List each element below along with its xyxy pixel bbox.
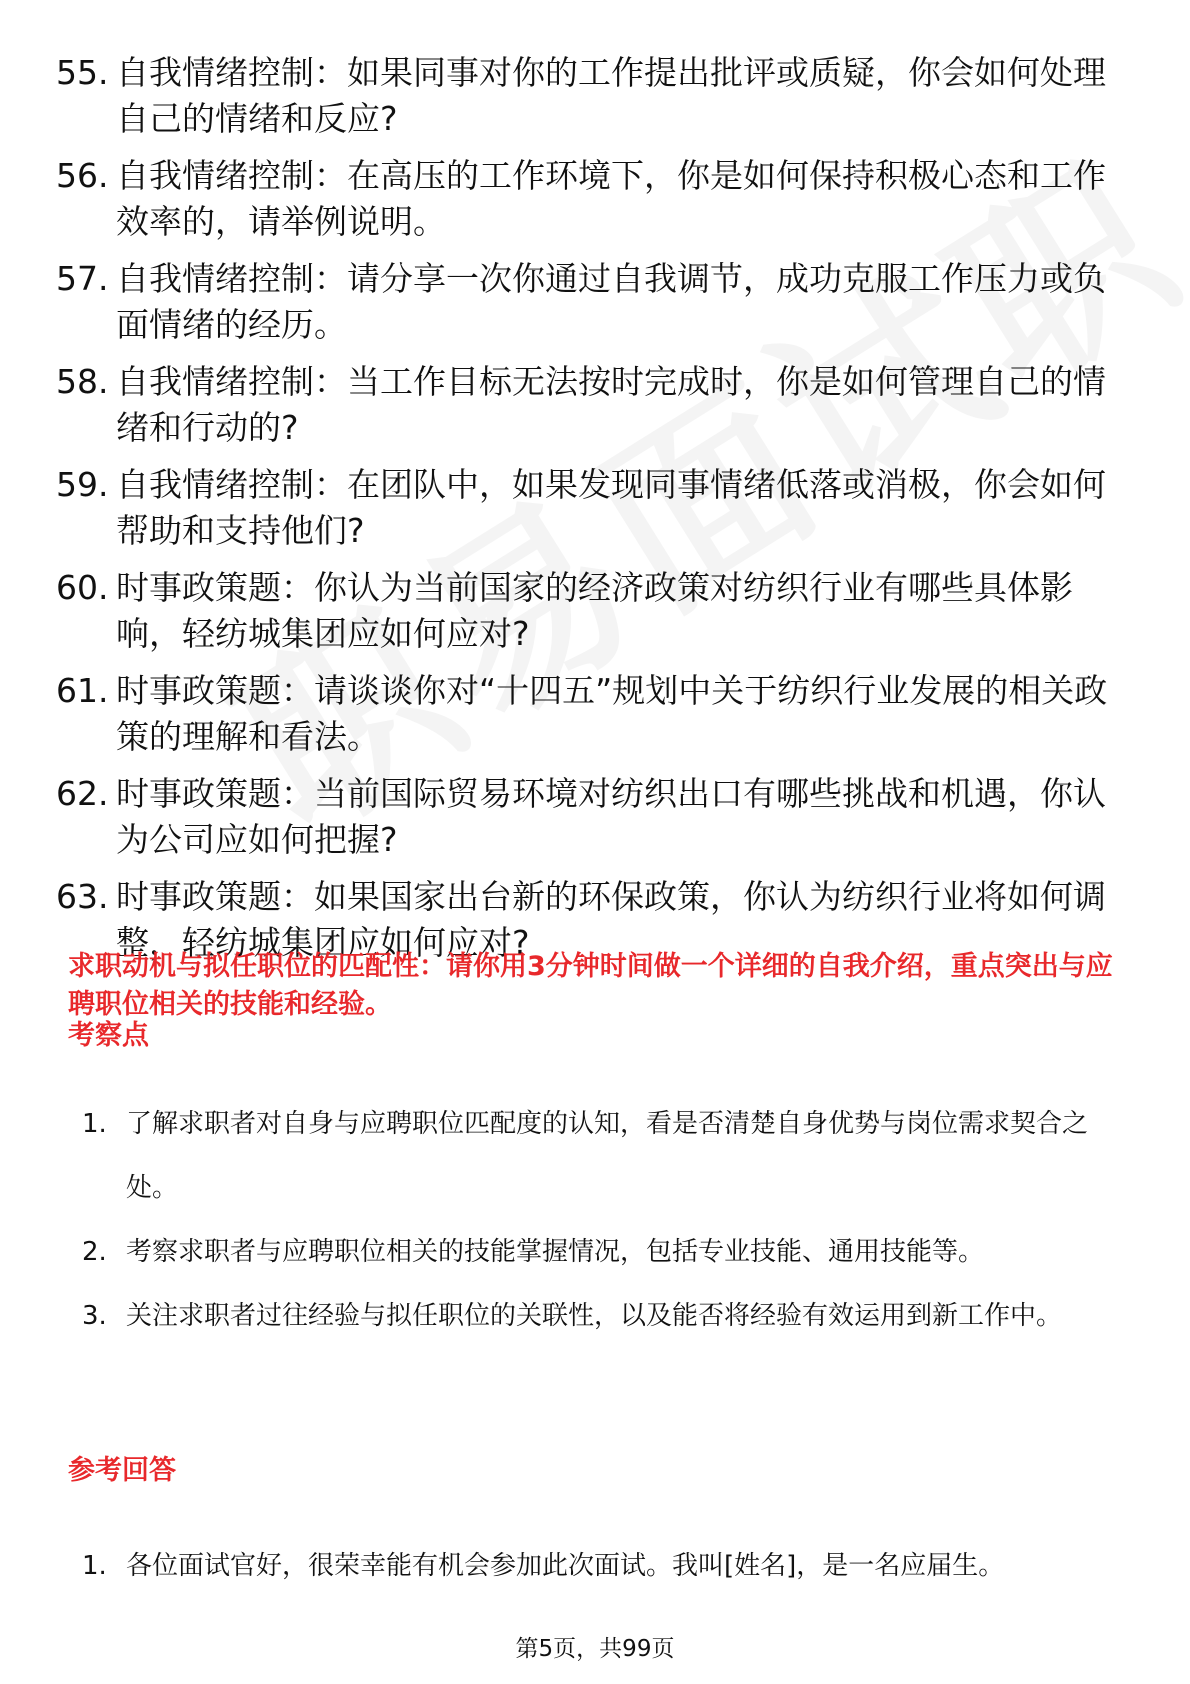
point-text: 了解求职者对自身与应聘职位匹配度的认知，看是否清楚自身优势与岗位需求契合之处。 <box>126 1109 1089 1203</box>
point-text: 各位面试官好，很荣幸能有机会参加此次面试。我叫[姓名]，是一名应届生。 <box>126 1551 1005 1581</box>
question-text: 自我情绪控制：如果同事对你的工作提出批评或质疑，你会如何处理自己的情绪和反应? <box>116 53 1106 138</box>
question-number: 55. <box>56 53 109 92</box>
question-text: 自我情绪控制：在高压的工作环境下，你是如何保持积极心态和工作效率的，请举例说明。 <box>116 156 1106 241</box>
question-number: 57. <box>56 259 109 298</box>
huida-heading: 参考回答 <box>68 1455 176 1486</box>
question-text: 自我情绪控制：请分享一次你通过自我调节，成功克服工作压力或负面情绪的经历。 <box>116 259 1106 344</box>
page-footer: 第5页，共99页 <box>515 1636 675 1662</box>
point-text: 关注求职者过往经验与拟任职位的关联性，以及能否将经验有效运用到新工作中。 <box>126 1301 1063 1331</box>
kaocha-point <box>82 1220 1137 1284</box>
question-text: 自我情绪控制：在团队中，如果发现同事情绪低落或消极，你会如何帮助和支持他们? <box>116 465 1106 550</box>
question-text: 时事政策题：请谈谈你对“十四五”规划中关于纺织行业发展的相关政策的理解和看法。 <box>116 671 1108 756</box>
kaocha-point-list <box>82 1092 1137 1348</box>
huida-point <box>82 1534 1137 1598</box>
question-text: 时事政策题：你认为当前国家的经济政策对纺织行业有哪些具体影响，轻纺城集团应如何应对? <box>116 568 1073 653</box>
point-number: 1. <box>82 1551 107 1581</box>
question-item <box>56 771 1136 863</box>
question-item <box>56 668 1136 760</box>
point-number: 3. <box>82 1301 107 1331</box>
question-item <box>56 462 1136 554</box>
question-item <box>56 565 1136 657</box>
point-number: 2. <box>82 1237 107 1267</box>
section-heading: 求职动机与拟任职位的匹配性：请你用3分钟时间做一个详细的自我介绍，重点突出与应聘职位相关的技能和经验。 <box>68 951 1113 1020</box>
question-item <box>56 50 1136 142</box>
kaocha-point <box>82 1092 1137 1220</box>
point-text: 考察求职者与应聘职位相关的技能掌握情况，包括专业技能、通用技能等。 <box>126 1237 985 1267</box>
question-text: 自我情绪控制：当工作目标无法按时完成时，你是如何管理自己的情绪和行动的? <box>116 362 1106 447</box>
question-number: 56. <box>56 156 109 195</box>
question-number: 60. <box>56 568 109 607</box>
huida-point-list <box>82 1534 1137 1598</box>
point-number: 1. <box>82 1109 107 1139</box>
question-item <box>56 256 1136 348</box>
question-list <box>56 50 1136 977</box>
question-number: 61. <box>56 671 109 710</box>
question-number: 58. <box>56 362 109 401</box>
question-number: 62. <box>56 774 109 813</box>
question-number: 63. <box>56 877 109 916</box>
kaocha-heading: 考察点 <box>68 1020 149 1051</box>
question-number: 59. <box>56 465 109 504</box>
question-text: 时事政策题：如果国家出台新的环保政策，你认为纺织行业将如何调整，轻纺城集团应如何应对? <box>116 877 1106 962</box>
question-item <box>56 153 1136 245</box>
question-item <box>56 359 1136 451</box>
kaocha-point <box>82 1284 1137 1348</box>
question-text: 时事政策题：当前国际贸易环境对纺织出口有哪些挑战和机遇，你认为公司应如何把握? <box>116 774 1106 859</box>
